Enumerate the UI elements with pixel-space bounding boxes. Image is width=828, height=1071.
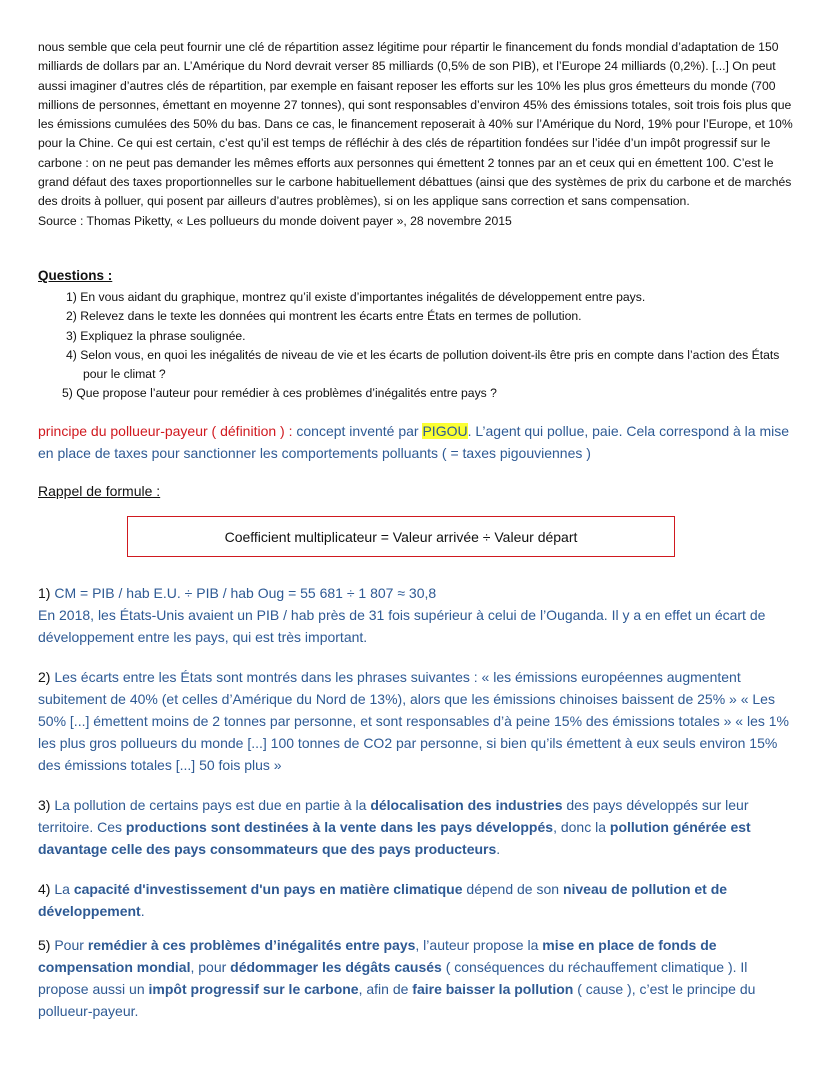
answer-4-text: dépend de son xyxy=(462,881,563,897)
question-item: 1) En vous aidant du graphique, montrez qu’il existe d’importantes inégalités de développement entre pays. xyxy=(66,290,646,304)
answer-1-calc: CM = PIB / hab E.U. ÷ PIB / hab Oug = 55 681 ÷ 1 807 ≈ 30,8 xyxy=(54,585,437,601)
principle-highlight: PIGOU xyxy=(422,423,468,439)
intro-source: Source : Thomas Piketty, « Les pollueurs du monde doivent payer », 28 novembre 2015 xyxy=(38,213,512,228)
answer-3-bold: productions sont destinées à la vente dans les pays développés xyxy=(125,819,554,835)
principle-text-before: concept inventé par xyxy=(292,423,423,439)
answer-1 xyxy=(38,582,798,648)
question-item: 3) Expliquez la phrase soulignée. xyxy=(66,328,246,343)
answer-4-text: La xyxy=(54,881,74,897)
answer-5-text: , l’auteur propose la xyxy=(415,937,543,953)
answer-5 xyxy=(38,934,798,1022)
answer-3-bold: délocalisation des industries xyxy=(370,797,563,813)
rappel-title: Rappel de formule : xyxy=(38,483,161,499)
answer-5-bold: impôt progressif sur le carbone xyxy=(148,981,359,997)
question-item: 4) Selon vous, en quoi les inégalités de niveau de vie et les écarts de pollution doivent-ils être pris en compte dans l’action des États pour le climat ? xyxy=(66,347,780,382)
answer-3-text: , donc la xyxy=(553,819,610,835)
answer-3-bold: pollution générée est davantage celle des pays consommateurs que des pays producteurs xyxy=(38,819,751,857)
principle-definition xyxy=(38,420,798,464)
answer-5-text: ( cause ), c’est le principe du pollueur-payeur. xyxy=(38,981,756,1019)
answer-number: 3) xyxy=(38,797,55,813)
answer-2 xyxy=(38,666,798,776)
answer-5-bold: faire baisser la pollution xyxy=(412,981,574,997)
answer-3-text: des pays développés sur leur territoire. Ces xyxy=(38,797,749,835)
answer-3-text: . xyxy=(496,841,501,857)
question-item: 2) Relevez dans le texte les données qui montrent les écarts entre États en termes de pollution. xyxy=(66,309,582,324)
intro-text: nous semble que cela peut fournir une clé de répartition assez légitime pour répartir le financement du fonds mondial d’adaptation de 150 milliards de dollars par an. L’Amérique du Nord devrait verser 85 milliards (0,5% de son PIB), et l’Europe 24 milliards (0,2%). [...] On peut aussi imaginer d’autres clés de répartition, par exemple en faisant reposer les efforts sur les 10% les plus gros émetteurs du monde (700 millions de personnes, émettant en moyenne 27 tonnes), qui sont responsables d’environ 45% des émissions totales, soit trois fois plus que les émissions cumulées des 50% du bas. Dans ce cas, le financement reposerait à 40% sur l’Amérique du Nord, 19% pour l’Europe, et 10% pour la Chine. Ce qui est certain, c’est qu’il est temps de réfléchir à des clés de répartition fondées sur l’idée d’un impôt progressif sur le carbone : on ne peut pas demander les mêmes efforts aux personnes qui émettent 2 tonnes par an et ceux qui en émettent 100. C’est le grand défaut des taxes proportionnelles sur le carbone habituellement débattues (ainsi que des systèmes de prix du carbone et de marchés des droits à polluer, qui posent par ailleurs d’autres problèmes), si on les applique sans correction et sans compensation. xyxy=(38,40,793,209)
answer-4-bold: capacité d'investissement d'un pays en matière climatique xyxy=(73,881,463,897)
answer-1-text: En 2018, les États-Unis avaient un PIB / hab près de 31 fois supérieur à celui de l’Ouganda. Il y a en effet un écart de développement entre les pays, qui est très important. xyxy=(38,607,766,645)
formula-box xyxy=(127,516,675,557)
answer-2-text: Les écarts entre les États sont montrés dans les phrases suivantes : « les émissions européennes augmentent subitement de 40% (et celles d’Amérique du Nord de 13%), alors que les émissions chinoises baissent de 25% » « Les 50% [...] émettent moins de 2 tonnes par personne, et sont responsables d’à peine 15% des émissions totales » « les 1% les plus gros pollueurs du monde [...] 100 tonnes de CO2 par personne, si bien qu’ils émettent à eux seuls environ 15% des émissions totales [...] 50 fois plus » xyxy=(38,669,790,773)
answer-4-text: . xyxy=(140,903,145,919)
answer-number: 5) xyxy=(38,937,55,953)
answer-4 xyxy=(38,878,798,922)
question-item: 5) Que propose l’auteur pour remédier à ces problèmes d’inégalités entre pays ? xyxy=(62,386,497,401)
intro-excerpt xyxy=(38,38,798,231)
answer-number: 1) xyxy=(38,585,55,601)
answer-number: 4) xyxy=(38,881,55,897)
answer-3-text: La pollution de certains pays est due en partie à la xyxy=(54,797,371,813)
answer-5-text: , pour xyxy=(190,959,231,975)
answer-5-bold: remédier à ces problèmes d’inégalités entre pays xyxy=(87,937,416,953)
principle-text-after: . L’agent qui pollue, paie. Cela correspond à la mise en place de taxes pour sanctionner les comportements polluants ( = taxes pigouviennes ) xyxy=(38,423,790,461)
answer-4-bold: niveau de pollution et de développement xyxy=(38,881,728,919)
formula-text: Coefficient multiplicateur = Valeur arrivée ÷ Valeur départ xyxy=(224,528,578,545)
principle-label: principe du pollueur-payeur ( définition ) : xyxy=(38,423,293,439)
questions-title: Questions : xyxy=(38,268,113,283)
answer-5-bold: dédommager les dégâts causés xyxy=(230,959,442,975)
answer-5-text: , afin de xyxy=(358,981,413,997)
questions-list xyxy=(62,288,786,404)
answer-5-text: ( conséquences du réchauffement climatique ). Il propose aussi un xyxy=(38,959,748,997)
answer-5-text: Pour xyxy=(54,937,88,953)
answer-3 xyxy=(38,794,798,860)
answer-5-bold: mise en place de fonds de compensation mondial xyxy=(38,937,717,975)
answer-number: 2) xyxy=(38,669,55,685)
